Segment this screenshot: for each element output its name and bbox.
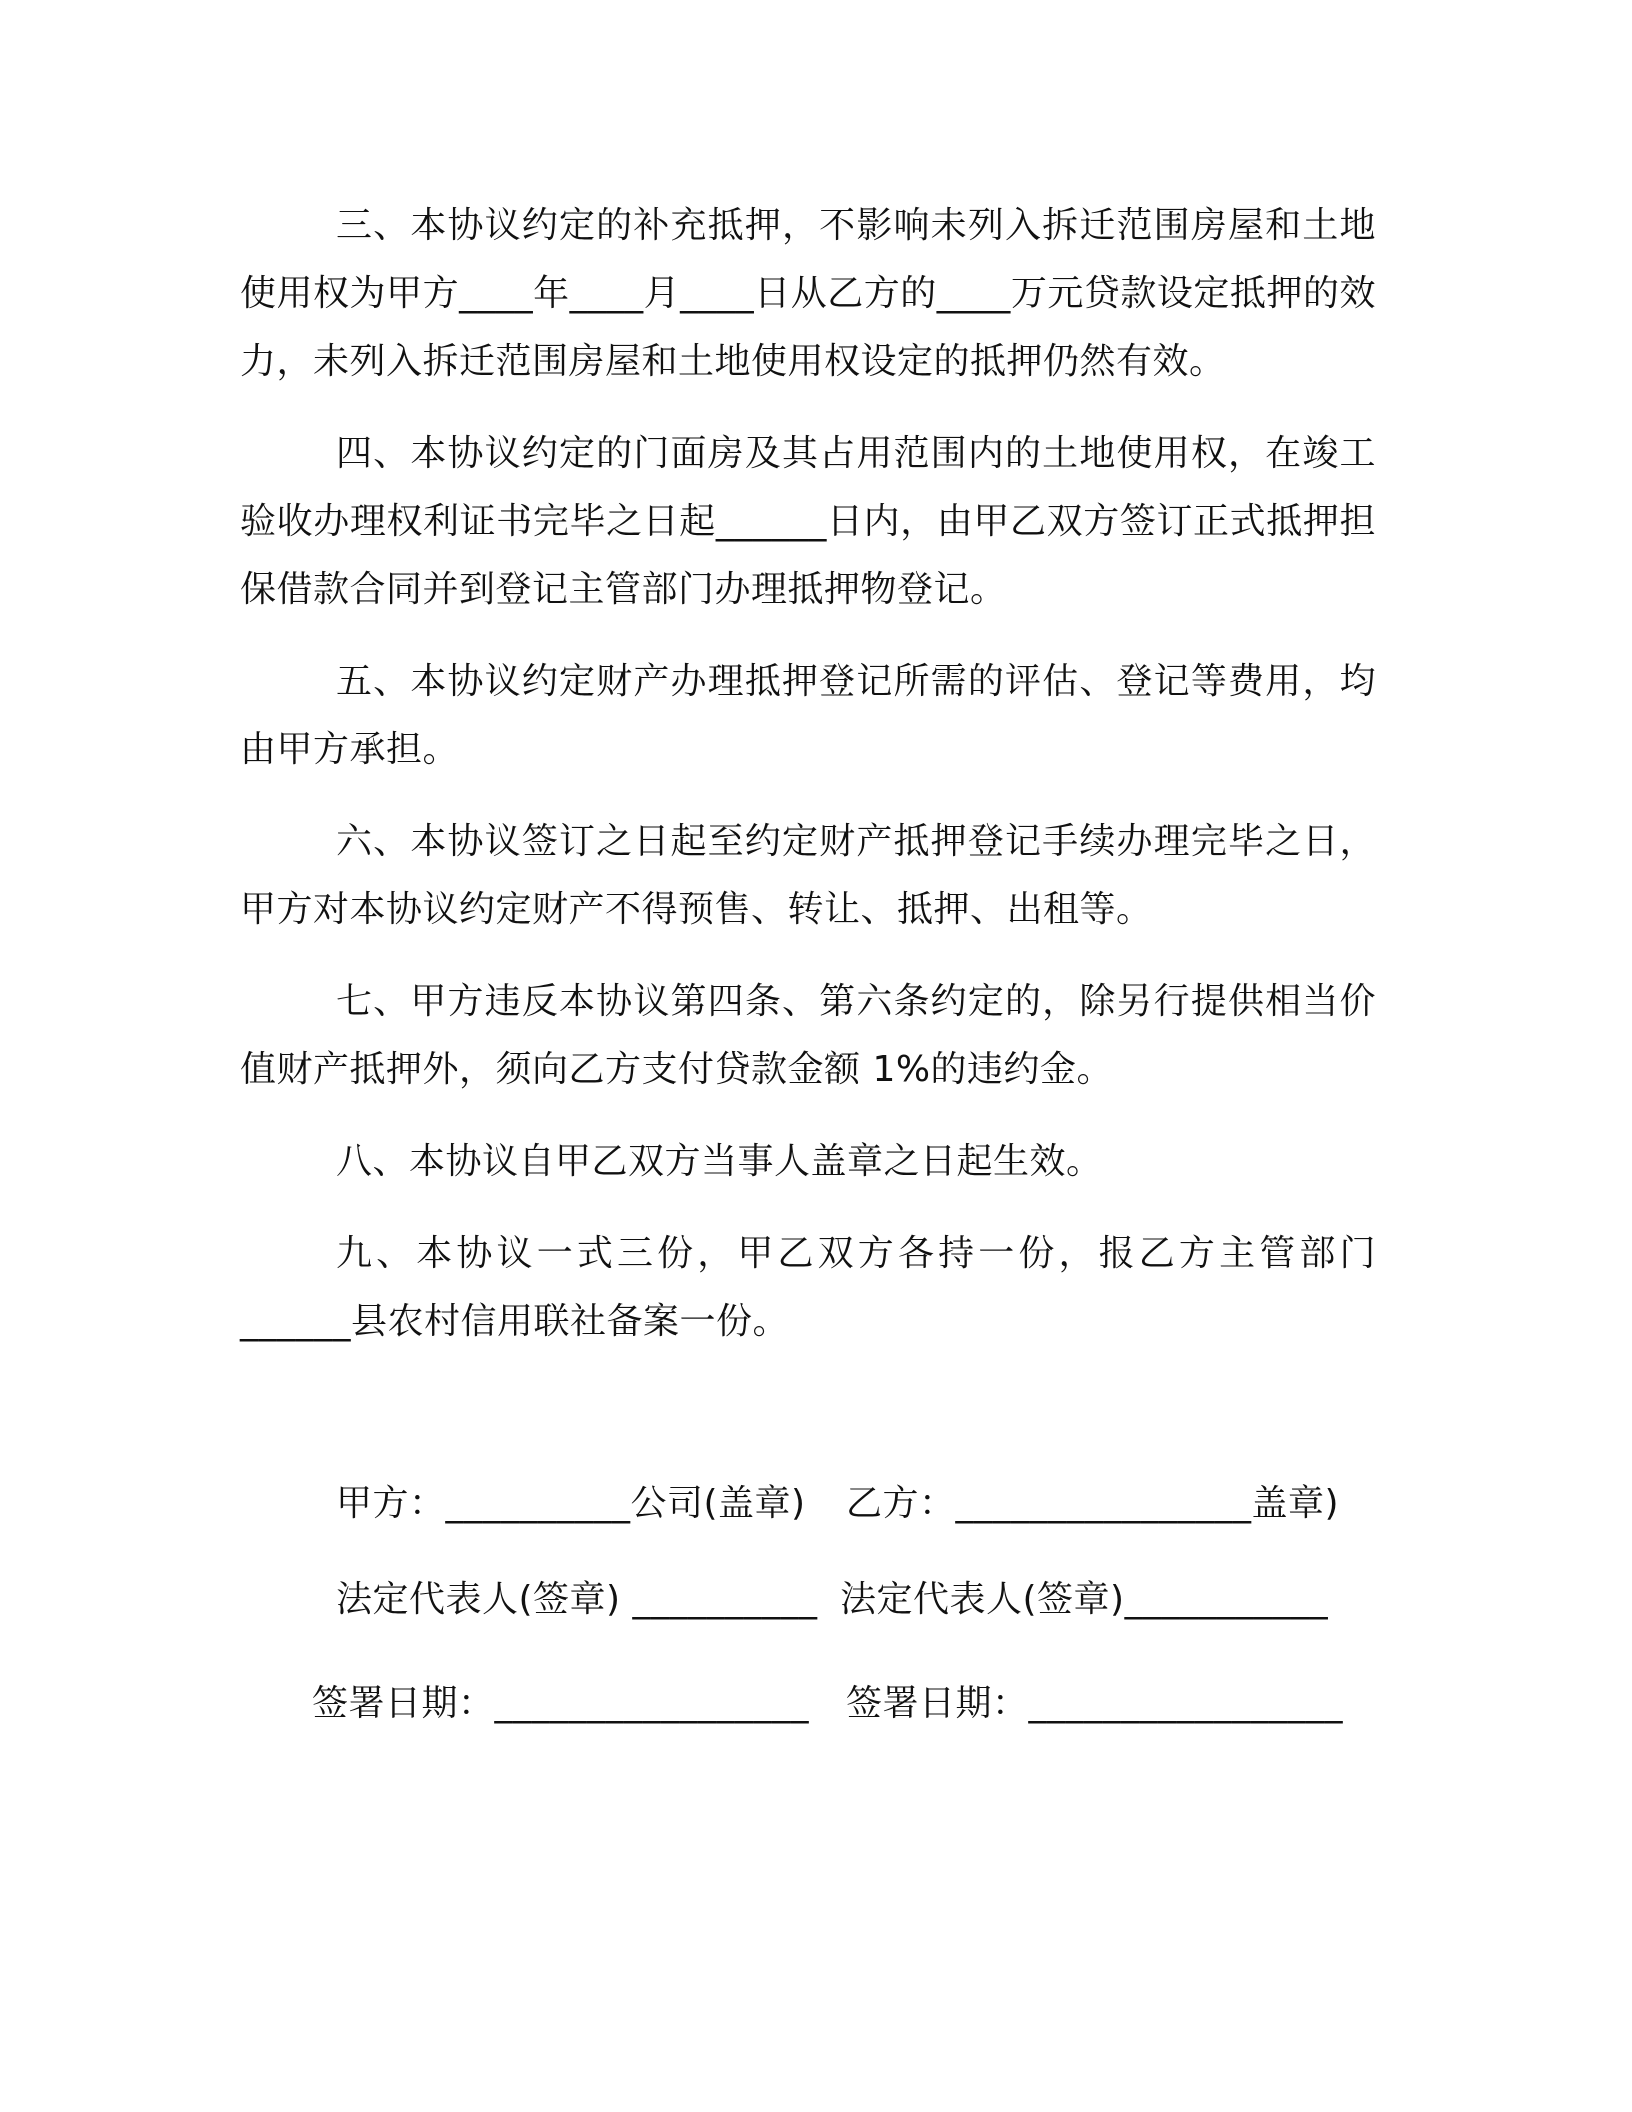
party-a-seal-line: 甲方：__________公司(盖章) — [336, 1483, 806, 1524]
clause-4: 四、本协议约定的门面房及其占用范围内的土地使用权，在竣工验收办理权利证书完毕之日起______日内，由甲乙双方签订正式抵押担保借款合同并到登记主管部门办理抵押物登记。 — [240, 433, 1376, 610]
party-b-date-line: 签署日期：_________________ — [846, 1683, 1344, 1724]
clause-3: 三、本协议约定的补充抵押，不影响未列入拆迁范围房屋和土地使用权为甲方____年____月____日从乙方的____万元贷款设定抵押的效力，未列入拆迁范围房屋和土地使用权设定的抵押仍然有效。 — [240, 205, 1376, 382]
clause-9: 九、本协议一式三份，甲乙双方各持一份，报乙方主管部门______县农村信用联社备案一份。 — [240, 1233, 1376, 1342]
clause-6: 六、本协议签订之日起至约定财产抵押登记手续办理完毕之日，甲方对本协议约定财产不得预售、转让、抵押、出租等。 — [240, 821, 1376, 930]
party-a-date-line: 签署日期：_________________ — [312, 1683, 810, 1724]
clause-5: 五、本协议约定财产办理抵押登记所需的评估、登记等费用，均由甲方承担。 — [240, 661, 1376, 770]
clause-list — [240, 192, 1376, 1380]
party-b-representative-line: 法定代表人(签章)___________ — [840, 1579, 1329, 1620]
clause-7: 七、甲方违反本协议第四条、第六条约定的，除另行提供相当价值财产抵押外，须向乙方支付贷款金额 1%的违约金。 — [240, 981, 1376, 1090]
party-a-representative-line: 法定代表人(签章) __________ — [336, 1579, 818, 1620]
clause-8: 八、本协议自甲乙双方当事人盖章之日起生效。 — [336, 1141, 1103, 1182]
party-b-seal-line: 乙方：________________盖章) — [846, 1483, 1340, 1524]
